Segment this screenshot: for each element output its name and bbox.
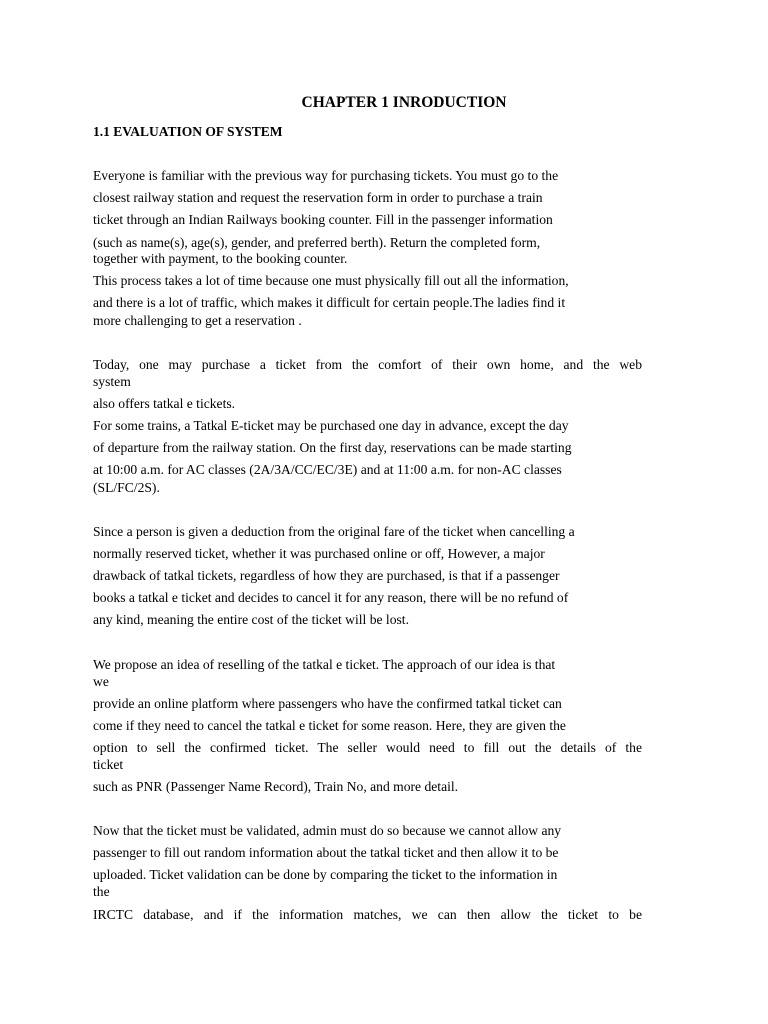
body-text-line: Since a person is given a deduction from the original fare of the ticket when cancelling a [93,524,575,539]
body-text-line: ticket [93,757,124,772]
body-text-line: Everyone is familiar with the previous way for purchasing tickets. You must go to the [93,168,559,183]
body-text-line: the [93,884,110,899]
body-text-line: at 10:00 a.m. for AC classes (2A/3A/CC/EC/3E) and at 11:00 a.m. for non-AC classes [93,462,562,477]
body-text-line: such as PNR (Passenger Name Record), Train No, and more detail. [93,779,459,794]
body-text-line: option to sell the confirmed ticket. The seller would need to fill out the details of the [93,740,642,755]
body-text-line: Today, one may purchase a ticket from the comfort of their own home, and the web [93,357,642,372]
body-text-line: closest railway station and request the reservation form in order to purchase a train [93,190,543,205]
body-text-line: This process takes a lot of time because one must physically fill out all the information, [93,273,569,288]
body-text-line: and there is a lot of traffic, which makes it difficult for certain people.The ladies find it [93,295,566,310]
body-text-line: (such as name(s), age(s), gender, and preferred berth). Return the completed form, [93,235,541,250]
body-text-line: of departure from the railway station. On the first day, reservations can be made starting [93,440,572,455]
body-text-line: also offers tatkal e tickets. [93,396,236,411]
section-title: 1.1 EVALUATION OF SYSTEM [93,124,283,139]
body-text-line: we [93,674,109,689]
body-text-line: ticket through an Indian Railways booking counter. Fill in the passenger information [93,212,553,227]
body-text-line: normally reserved ticket, whether it was purchased online or off, However, a major [93,546,545,561]
body-text-line: any kind, meaning the entire cost of the ticket will be lost. [93,612,409,627]
body-text-line: together with payment, to the booking counter. [93,251,348,266]
body-text-line: come if they need to cancel the tatkal e ticket for some reason. Here, they are given the [93,718,566,733]
body-text-line: We propose an idea of reselling of the tatkal e ticket. The approach of our idea is that [93,657,556,672]
body-text-line: drawback of tatkal tickets, regardless of how they are purchased, is that if a passenger [93,568,560,583]
body-text-line: books a tatkal e ticket and decides to cancel it for any reason, there will be no refund of [93,590,569,605]
body-text-line: Now that the ticket must be validated, admin must do so because we cannot allow any [93,823,562,838]
body-text-line: passenger to fill out random information about the tatkal ticket and then allow it to be [93,845,559,860]
body-text-line: For some trains, a Tatkal E-ticket may be purchased one day in advance, except the day [93,418,569,433]
body-text-line: provide an online platform where passengers who have the confirmed tatkal ticket can [93,696,562,711]
body-text-line: system [93,374,131,389]
body-text-line: more challenging to get a reservation . [93,313,302,328]
body-text-line: (SL/FC/2S). [93,480,160,495]
chapter-title: CHAPTER 1 INRODUCTION [301,94,507,111]
body-text-line: IRCTC database, and if the information matches, we can then allow the ticket to be [93,907,642,922]
body-text-line: uploaded. Ticket validation can be done by comparing the ticket to the information in [93,867,558,882]
